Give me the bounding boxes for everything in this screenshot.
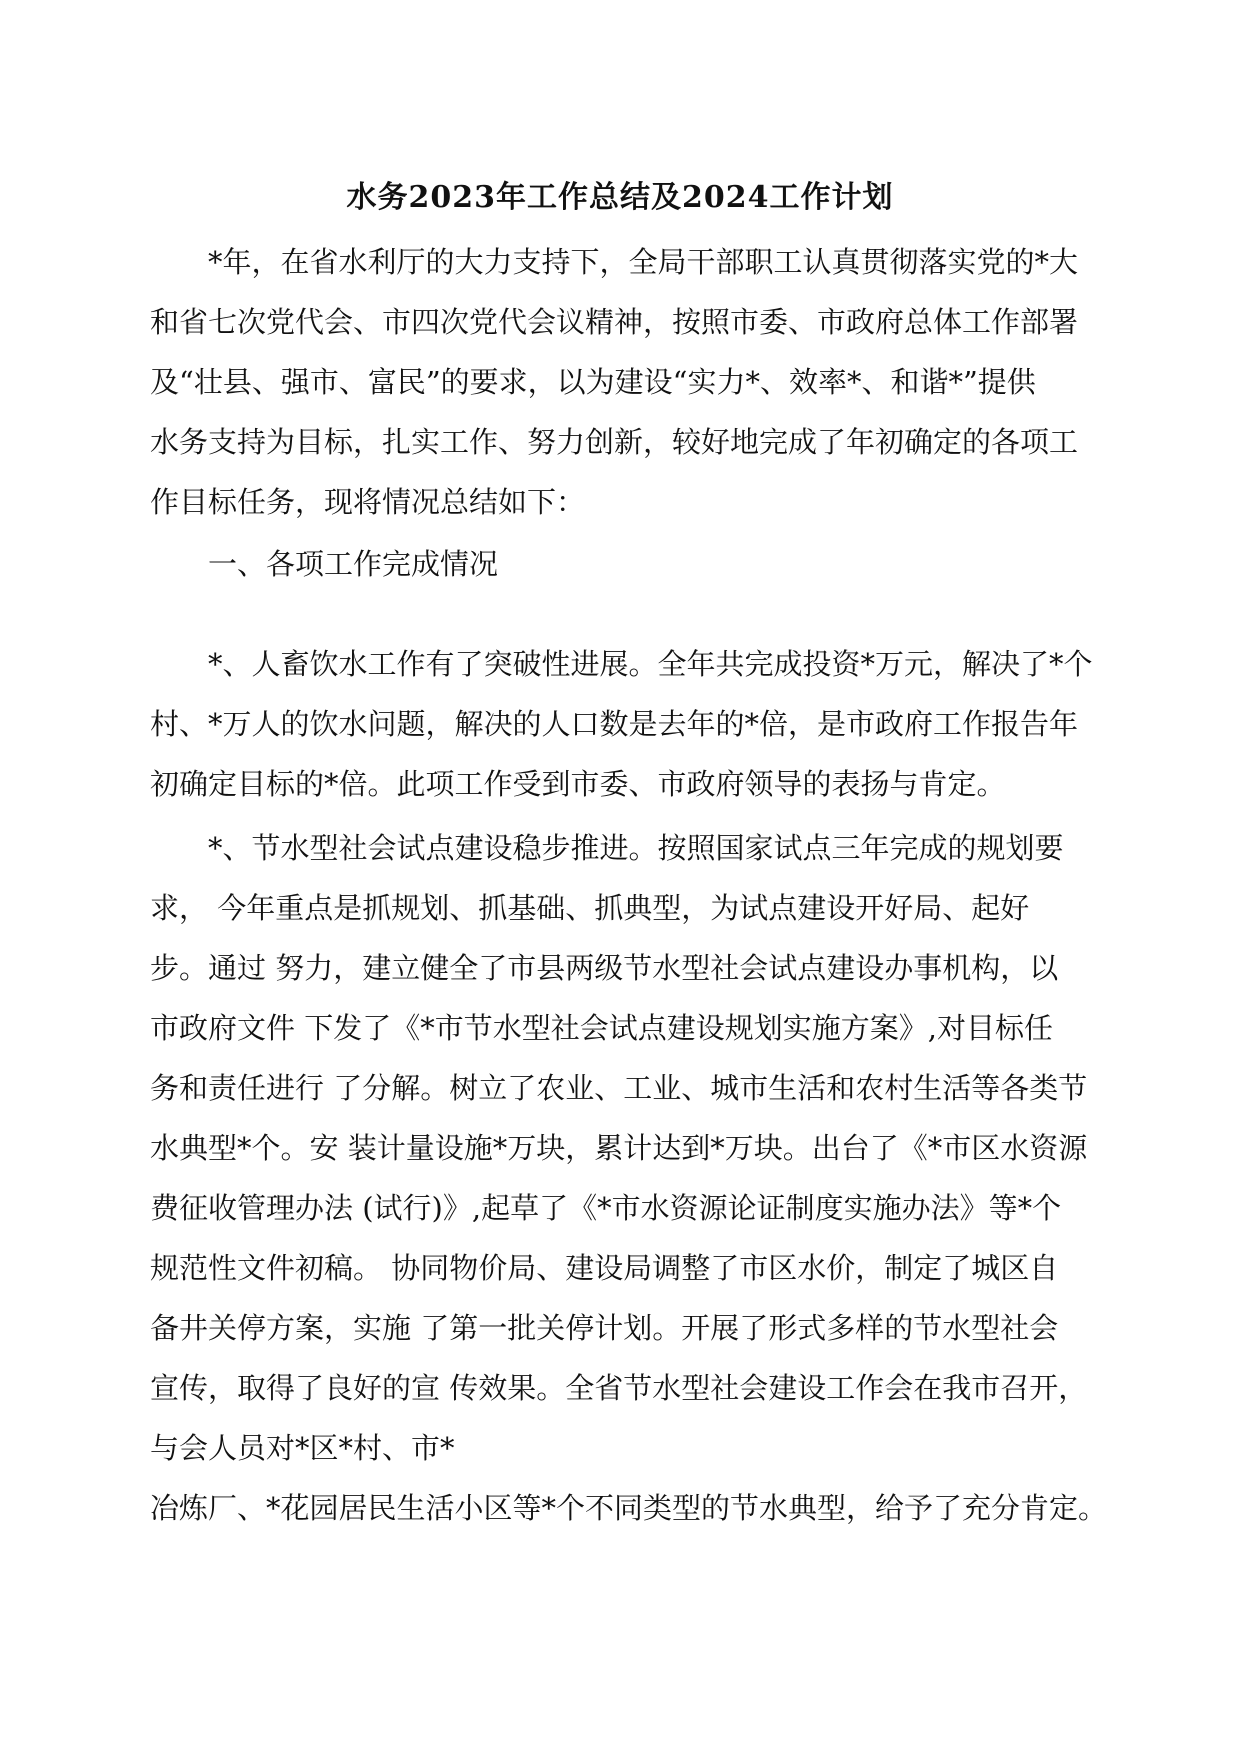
section-heading xyxy=(150,534,1130,594)
text-line: 和省七次党代会、市四次党代会议精神，按照市委、市政府总体工作部署 xyxy=(150,305,1079,339)
item-paragraph-drinking-water xyxy=(150,634,1130,814)
text-line: 备井关停方案，实施 了第一批关停计划。开展了形式多样的节水型社会 xyxy=(150,1311,1059,1345)
text-line: 水务支持为目标，扎实工作、努力创新，较好地完成了年初确定的各项工 xyxy=(150,425,1079,459)
text-line: *年，在省水利厅的大力支持下，全局干部职工认真贯彻落实党的*大 xyxy=(208,245,1079,279)
document-title: 水务2023年工作总结及2024工作计划 xyxy=(346,180,894,215)
item-paragraph-water-saving xyxy=(150,818,1130,1538)
text-line: *、人畜饮水工作有了突破性进展。全年共完成投资*万元，解决了*个 xyxy=(208,647,1093,681)
intro-paragraph xyxy=(150,232,1130,532)
text-line: 规范性文件初稿。 协同物价局、建设局调整了市区水价，制定了城区自 xyxy=(150,1251,1059,1285)
text-line: 初确定目标的*倍。此项工作受到市委、市政府领导的表扬与肯定。 xyxy=(150,767,1006,801)
text-line: 村、*万人的饮水问题，解决的人口数是去年的*倍，是市政府工作报告年 xyxy=(150,707,1079,741)
text-line: 求， 今年重点是抓规划、抓基础、抓典型，为试点建设开好局、起好 xyxy=(150,891,1030,925)
text-line: 务和责任进行 了分解。树立了农业、工业、城市生活和农村生活等各类节 xyxy=(150,1071,1088,1105)
text-line: 步。通过 努力，建立健全了市县两级节水型社会试点建设办事机构，以 xyxy=(150,951,1059,985)
text-line: 及“壮县、强市、富民”的要求，以为建设“实力*、效率*、和谐*”提供 xyxy=(150,365,1036,399)
text-line: 冶炼厂、*花园居民生活小区等*个不同类型的节水典型，给予了充分肯定。 xyxy=(150,1491,1108,1525)
text-line: 作目标任务，现将情况总结如下： xyxy=(150,485,586,519)
text-line: 宣传，取得了良好的宣 传效果。全省节水型社会建设工作会在我市召开， xyxy=(150,1371,1088,1405)
text-line: 水典型*个。安 装计量设施*万块，累计达到*万块。出台了《*市区水资源 xyxy=(150,1131,1088,1165)
section-heading-text: 一、各项工作完成情况 xyxy=(208,547,499,581)
text-line: 费征收管理办法 (试行)》,起草了《*市水资源论证制度实施办法》等*个 xyxy=(150,1191,1062,1225)
text-line: 市政府文件 下发了《*市节水型社会试点建设规划实施方案》,对目标任 xyxy=(150,1011,1053,1045)
text-line: 与会人员对*区*村、市* xyxy=(150,1431,455,1465)
text-line: *、节水型社会试点建设稳步推进。按照国家试点三年完成的规划要 xyxy=(208,831,1064,865)
